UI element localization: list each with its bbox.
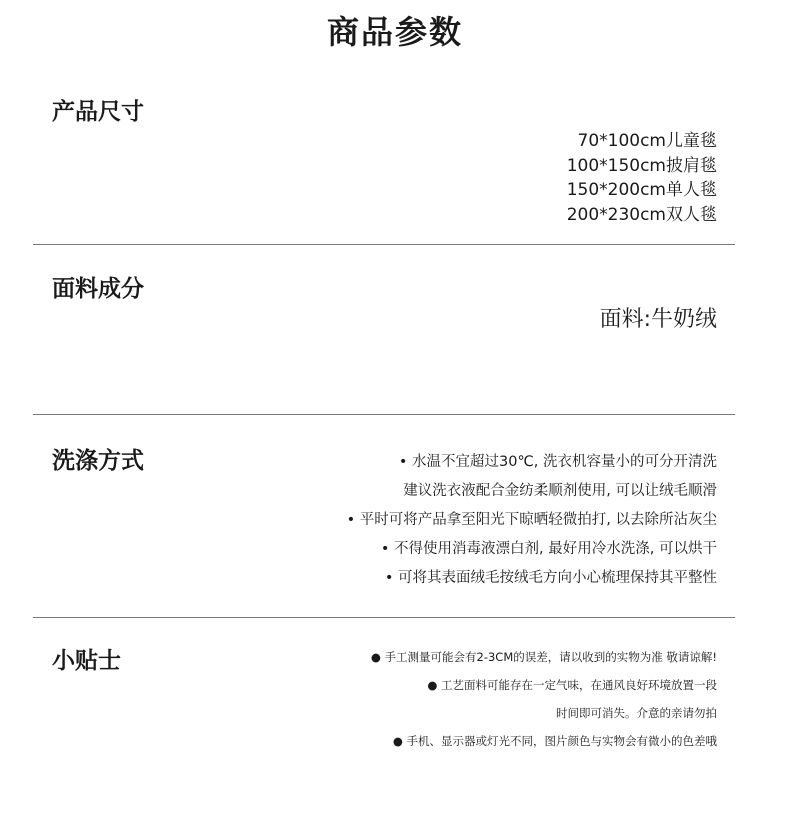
- tip-item: ● 手机、显示器或灯光不同，图片颜色与实物会有微小的色差哦: [392, 734, 717, 748]
- divider: [33, 617, 735, 618]
- size-item: 100*150cm披肩毯: [566, 155, 717, 176]
- washing-list: [347, 448, 717, 593]
- section-heading-washing: 洗涤方式: [52, 448, 144, 474]
- size-item: 70*100cm儿童毯: [577, 131, 717, 151]
- page-title: 商品参数: [326, 13, 463, 51]
- fabric-info: [600, 305, 717, 335]
- washing-item: • 可将其表面绒毛按绒毛方向小心梳理保持其平整性: [384, 570, 717, 586]
- washing-item: • 不得使用消毒液漂白剂, 最好用冷水洗涤, 可以烘干: [380, 541, 717, 557]
- washing-item: • 平时可将产品拿至阳光下晾晒轻微拍打, 以去除所沾灰尘: [346, 512, 717, 528]
- size-list: [567, 129, 717, 227]
- washing-item: 建议洗衣液配合金纺柔顺剂使用, 可以让绒毛顺滑: [403, 483, 717, 499]
- divider: [33, 244, 735, 245]
- washing-item: • 水温不宜超过30℃, 洗衣机容量小的可分开清洗: [398, 454, 717, 470]
- size-item: 150*200cm单人毯: [566, 180, 717, 200]
- section-heading-fabric: 面料成分: [52, 276, 144, 302]
- size-item: 200*230cm双人毯: [566, 204, 717, 225]
- section-heading-tips: 小贴士: [52, 648, 121, 674]
- tip-item: 时间即可消失。介意的亲请勿拍: [556, 706, 717, 720]
- divider: [33, 414, 735, 415]
- section-heading-size: 产品尺寸: [52, 99, 144, 125]
- fabric-item: 面料:牛奶绒: [599, 307, 717, 332]
- tip-item: ● 工艺面料可能存在一定气味，在通风良好环境放置一段: [427, 678, 717, 692]
- tip-item: ● 手工测量可能会有2-3CM的误差，请以收到的实物为准 敬请谅解!: [370, 650, 717, 664]
- tips-list: [371, 643, 717, 755]
